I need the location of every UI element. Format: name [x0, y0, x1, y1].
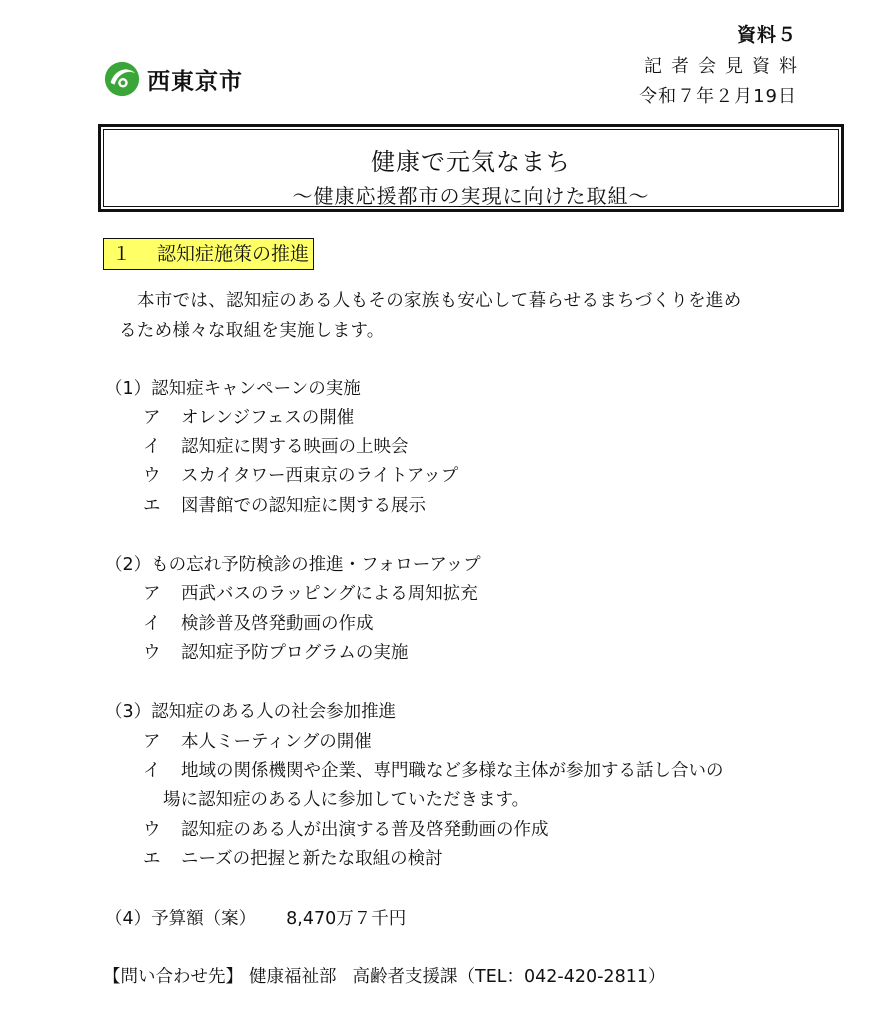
contact-department: 健康福祉部 [249, 967, 337, 987]
budget-line [105, 905, 406, 930]
item-marker: ウ [143, 466, 161, 486]
intro-line-2: るため様々な取組を実施します。 [119, 321, 385, 341]
page-subtitle: ～健康応援都市の実現に向けた取組～ [292, 184, 650, 208]
page-title: 健康で元気なまち [371, 148, 571, 176]
item-marker: イ [143, 761, 161, 781]
section-number: １ [112, 243, 132, 265]
item-text: 地域の関係機関や企業、専門職など多様な主体が参加する話し合いの [181, 761, 724, 781]
item-marker: イ [143, 437, 161, 457]
title-box [98, 124, 844, 212]
section-heading-text: 認知症施策の推進 [157, 243, 310, 265]
item-marker: ウ [143, 820, 161, 840]
contact-label: 【問い合わせ先】 [103, 967, 243, 987]
title-box-inner [103, 129, 839, 207]
item-text: スカイタワー西東京のライトアップ [181, 466, 459, 486]
item-marker: ウ [143, 643, 161, 663]
item-marker: ア [143, 584, 161, 604]
press-date: 令和７年２月19日 [639, 86, 797, 107]
list-item [143, 757, 724, 782]
contact-division: 高齢者支援課（TEL：042-420-2811） [352, 967, 666, 987]
section-heading [103, 238, 314, 270]
list-item [143, 816, 549, 841]
list-item [143, 492, 426, 517]
city-emblem-icon [103, 60, 141, 98]
item-marker: エ [143, 849, 161, 869]
city-logo [103, 60, 243, 98]
subsection-1-heading: （1）認知症キャンペーンの実施 [105, 379, 361, 399]
list-item [143, 462, 458, 487]
press-label: 記者会見資料 [644, 56, 806, 77]
item-text: 検診普及啓発動画の作成 [181, 614, 374, 634]
item-text: 認知症予防プログラムの実施 [181, 643, 409, 663]
subsection-3-heading: （3）認知症のある人の社会参加推進 [105, 702, 397, 722]
item-marker: ア [143, 408, 161, 428]
list-item [143, 845, 443, 870]
item-marker: エ [143, 496, 161, 516]
intro-paragraph [119, 286, 809, 346]
city-name: 西東京市 [147, 68, 243, 95]
subsection-2-heading: （2）もの忘れ予防検診の推進・フォローアップ [105, 555, 481, 575]
list-item [143, 610, 374, 635]
contact-info [103, 963, 665, 988]
item-text: 認知症のある人が出演する普及啓発動画の作成 [181, 820, 549, 840]
item-text: オレンジフェスの開催 [181, 408, 355, 428]
item-text: 西武バスのラッピングによる周知拡充 [181, 584, 478, 604]
budget-amount: 8,470万７千円 [286, 909, 407, 929]
budget-label: （4）予算額（案） [105, 909, 257, 929]
list-item [143, 580, 478, 605]
item-text: 認知症に関する映画の上映会 [181, 437, 409, 457]
list-item [143, 404, 354, 429]
list-item [143, 639, 408, 664]
item-text: 図書館での認知症に関する展示 [181, 496, 426, 516]
item-text: ニーズの把握と新たな取組の検討 [181, 849, 443, 869]
item-continuation: 場に認知症のある人に参加していただきます。 [163, 790, 530, 810]
intro-line-1: 本市では、認知症のある人もその家族も安心して暮らせるまちづくりを進め [137, 291, 742, 311]
item-marker: ア [143, 732, 161, 752]
item-text: 本人ミーティングの開催 [181, 732, 372, 752]
item-marker: イ [143, 614, 161, 634]
list-item [143, 728, 372, 753]
doc-number: 資料５ [736, 24, 797, 46]
list-item [143, 433, 409, 458]
